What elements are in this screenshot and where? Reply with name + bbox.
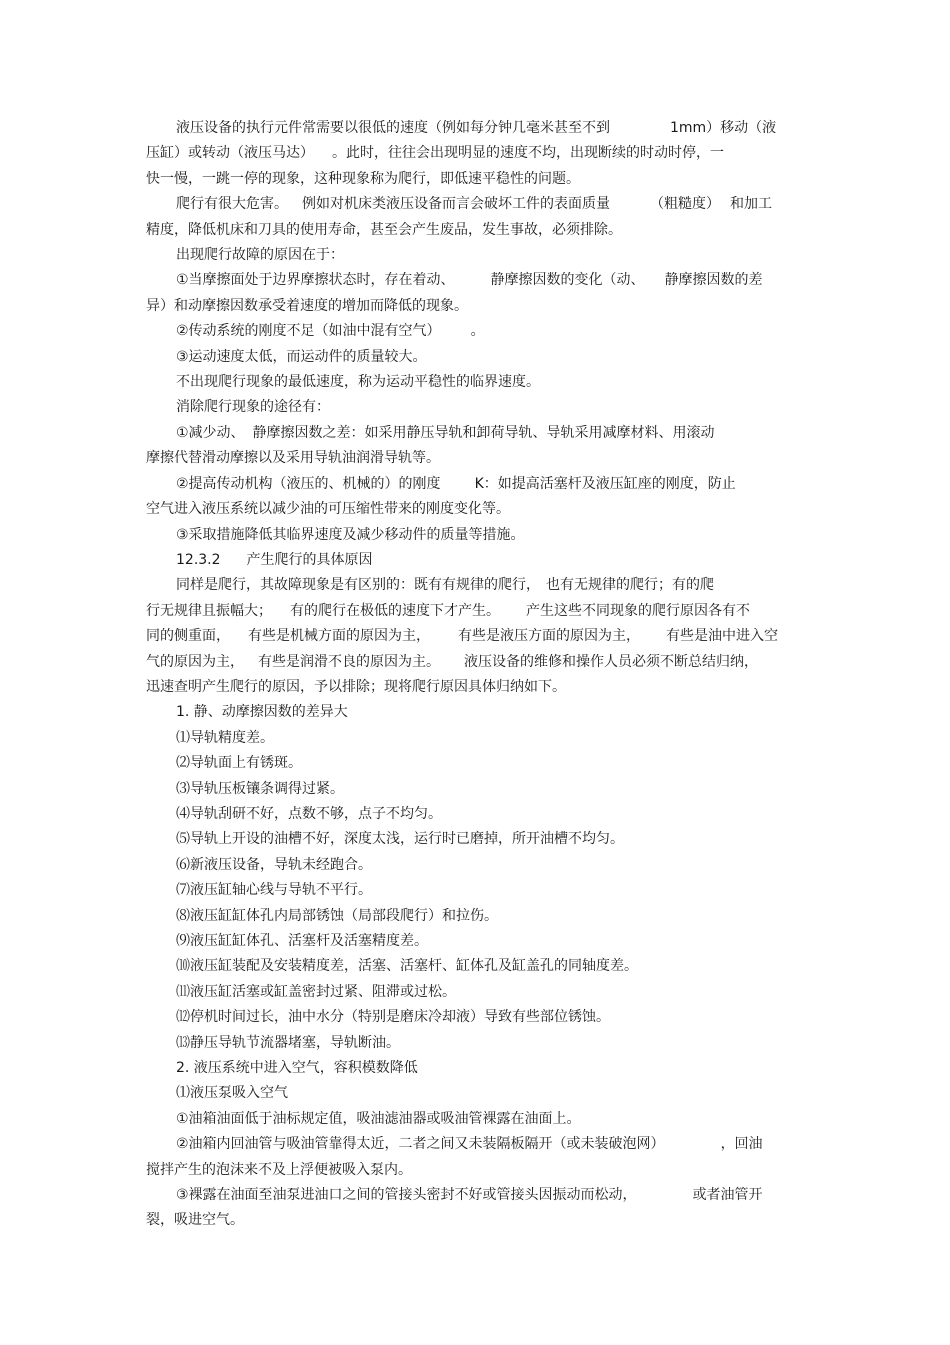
text-segment: ⑶导轨压板镶条调得过紧。 — [176, 780, 344, 797]
text-segment: ①油箱油面低于油标规定值，吸油滤油器或吸油管裸露在油面上。 — [176, 1110, 581, 1127]
paragraph-line — [146, 141, 806, 166]
text-segment: ⑵导轨面上有锈斑。 — [176, 755, 302, 772]
text-segment: 有些是机械方面的原因为主， — [248, 628, 430, 645]
list-item — [146, 751, 806, 776]
paragraph-line — [146, 624, 806, 649]
subsection-heading — [146, 700, 806, 725]
text-segment: ①当摩擦面处于边界摩擦状态时，存在着动、 — [176, 272, 455, 289]
text-segment: ⒀静压导轨节流器堵塞，导轨断油。 — [176, 1034, 400, 1051]
paragraph-line — [146, 472, 806, 497]
text-segment: ⑿停机时间过长，油中水分（特别是磨床冷却液）导致有些部位锈蚀。 — [176, 1009, 610, 1026]
text-segment: ⑸导轨上开设的油槽不好，深度太浅，运行时已磨掉，所开油槽不均匀。 — [176, 831, 624, 848]
text-segment: ，回油 — [720, 1136, 763, 1153]
text-segment: 有些是液压方面的原因为主， — [458, 628, 640, 645]
list-item — [146, 1183, 806, 1208]
text-segment: 有些是润滑不良的原因为主。 — [258, 653, 440, 670]
text-segment: 液压设备的执行元件常需要以很低的速度（例如每分钟几毫米甚至不到 — [176, 120, 610, 136]
section-title: 产生爬行的具体原因 — [246, 551, 373, 568]
text-segment: 消除爬行现象的途径有： — [176, 399, 330, 416]
list-item — [146, 954, 806, 979]
paragraph-line — [146, 167, 806, 192]
document-body — [146, 116, 806, 1234]
text-segment: 不出现爬行现象的最低速度，称为运动平稳性的临界速度。 — [176, 374, 540, 391]
list-item — [146, 827, 806, 852]
text-segment: 同的侧重面， — [146, 628, 230, 645]
text-segment: 例如对机床类液压设备而言会破坏工件的表面质量 — [302, 196, 610, 213]
text-segment: ⑼液压缸缸体孔、活塞杆及活塞精度差。 — [176, 933, 428, 949]
text-segment: 1mm）移动（液 — [670, 120, 777, 136]
text-segment: K：如提高活塞杆及液压缸座的刚度，防止 — [474, 475, 736, 492]
list-item — [146, 1005, 806, 1030]
list-item — [146, 853, 806, 878]
paragraph-line — [146, 421, 806, 446]
list-item — [146, 726, 806, 751]
list-item — [146, 1031, 806, 1056]
paragraph-line — [146, 650, 806, 675]
text-segment: 空气进入液压系统以减少油的可压缩性带来的刚度变化等。 — [146, 501, 510, 518]
text-segment: 气的原因为主， — [146, 653, 244, 670]
paragraph-line — [146, 497, 806, 522]
list-item — [146, 904, 806, 929]
text-segment: 有的爬行在极低的速度下才产生。 — [290, 602, 500, 619]
text-segment: 同样是爬行，其故障现象是有区别的：既有有规律的爬行， — [176, 577, 540, 594]
text-segment: 异）和动摩擦因数承受着速度的增加而降低的现象。 — [146, 297, 468, 314]
list-item — [146, 1107, 806, 1132]
text-segment: 行无规律且振幅大； — [146, 602, 272, 619]
text-segment: ②油箱内回油管与吸油管靠得太近，二者之间又未装隔板隔开（或未装破泡网） — [176, 1136, 665, 1153]
text-segment: 快一慢，一跳一停的现象，这种现象称为爬行，即低速平稳性的问题。 — [146, 170, 580, 187]
list-item — [146, 1132, 806, 1157]
text-segment: ⑾液压缸活塞或缸盖密封过紧、阻滞或过松。 — [176, 983, 456, 1000]
paragraph-line — [146, 218, 806, 243]
paragraph-line — [146, 1158, 806, 1183]
text-segment: 精度，降低机床和刀具的使用寿命，甚至会产生废品，发生事故，必须排除。 — [146, 221, 622, 238]
paragraph-line — [146, 345, 806, 370]
list-item — [146, 878, 806, 903]
paragraph-line — [146, 395, 806, 420]
text-segment: 也有无规律的爬行；有的爬 — [546, 577, 714, 594]
text-segment: ③采取措施降低其临界速度及减少移动件的质量等措施。 — [176, 526, 525, 543]
text-segment: 有些是油中进入空 — [666, 628, 778, 645]
text-segment: ⑴导轨精度差。 — [176, 729, 274, 746]
paragraph-line — [146, 675, 806, 700]
paragraph-line — [146, 243, 806, 268]
text-segment: ⑹新液压设备，导轨未经跑合。 — [176, 856, 372, 873]
list-item — [146, 777, 806, 802]
text-segment: 静摩擦因数之差：如采用静压导轨和卸荷导轨、导轨采用减摩材料、用滚动 — [252, 424, 715, 441]
text-segment: 搅拌产生的泡沫来不及上浮便被吸入泵内。 — [146, 1161, 412, 1178]
text-segment: （粗糙度） — [650, 196, 720, 213]
paragraph-line — [146, 370, 806, 395]
paragraph-line — [146, 446, 806, 471]
text-segment: 。 — [470, 323, 485, 340]
section-number: 12.3.2 — [176, 551, 221, 568]
text-segment: ②提高传动机构（液压的、机械的）的刚度 — [176, 475, 441, 492]
subsection-heading — [146, 1056, 806, 1081]
list-item — [146, 1081, 806, 1106]
paragraph-line — [146, 192, 806, 217]
text-segment: 爬行有很大危害。 — [176, 196, 288, 213]
text-segment: ⑴液压泵吸入空气 — [176, 1085, 288, 1102]
text-segment: ③运动速度太低，而运动件的质量较大。 — [176, 348, 427, 365]
paragraph-line — [146, 116, 806, 141]
text-segment: 或者油管开 — [692, 1187, 763, 1204]
text-segment: 和加工 — [730, 196, 772, 213]
text-segment: ②传动系统的刚度不足（如油中混有空气） — [176, 323, 441, 340]
list-item — [146, 929, 806, 954]
paragraph-line — [146, 319, 806, 344]
text-segment: 出现爬行故障的原因在于： — [176, 247, 344, 264]
text-segment: 迅速查明产生爬行的原因，予以排除；现将爬行原因具体归纳如下。 — [146, 678, 566, 695]
text-segment: ⑺液压缸轴心线与导轨不平行。 — [176, 882, 372, 899]
text-segment: 摩擦代替滑动摩擦以及采用导轨油润滑导轨等。 — [146, 450, 440, 467]
paragraph-line — [146, 573, 806, 598]
paragraph-line — [146, 523, 806, 548]
paragraph-line — [146, 1208, 806, 1233]
text-segment: ①减少动、 — [176, 424, 245, 441]
text-segment: 2. 液压系统中进入空气，容积模数降低 — [176, 1060, 418, 1077]
text-segment: 压缸）或转动（液压马达） — [146, 145, 314, 162]
text-segment: 液压设备的维修和操作人员必须不断总结归纳， — [464, 653, 758, 670]
text-segment: ⑷导轨刮研不好，点数不够，点子不均匀。 — [176, 805, 442, 822]
paragraph-line — [146, 268, 806, 293]
text-segment: 产生这些不同现象的爬行原因各有不 — [526, 602, 750, 619]
list-item — [146, 802, 806, 827]
text-segment: ③裸露在油面至油泵进油口之间的管接头密封不好或管接头因振动而松动， — [176, 1187, 637, 1204]
paragraph-line — [146, 599, 806, 624]
text-segment: 裂，吸进空气。 — [146, 1212, 244, 1229]
text-segment: 静摩擦因数的差 — [664, 272, 763, 289]
paragraph-line — [146, 294, 806, 319]
list-item — [146, 980, 806, 1005]
text-segment: ⑽液压缸装配及安装精度差，活塞、活塞杆、缸体孔及缸盖孔的同轴度差。 — [176, 958, 638, 975]
text-segment: 。此时，往往会出现明显的速度不均，出现断续的时动时停，一 — [332, 145, 724, 162]
section-heading — [146, 548, 806, 573]
text-segment: ⑻液压缸缸体孔内局部锈蚀（局部段爬行）和拉伤。 — [176, 907, 498, 924]
text-segment: 1. 静、动摩擦因数的差异大 — [176, 704, 348, 721]
text-segment: 静摩擦因数的变化（动、 — [490, 272, 645, 289]
